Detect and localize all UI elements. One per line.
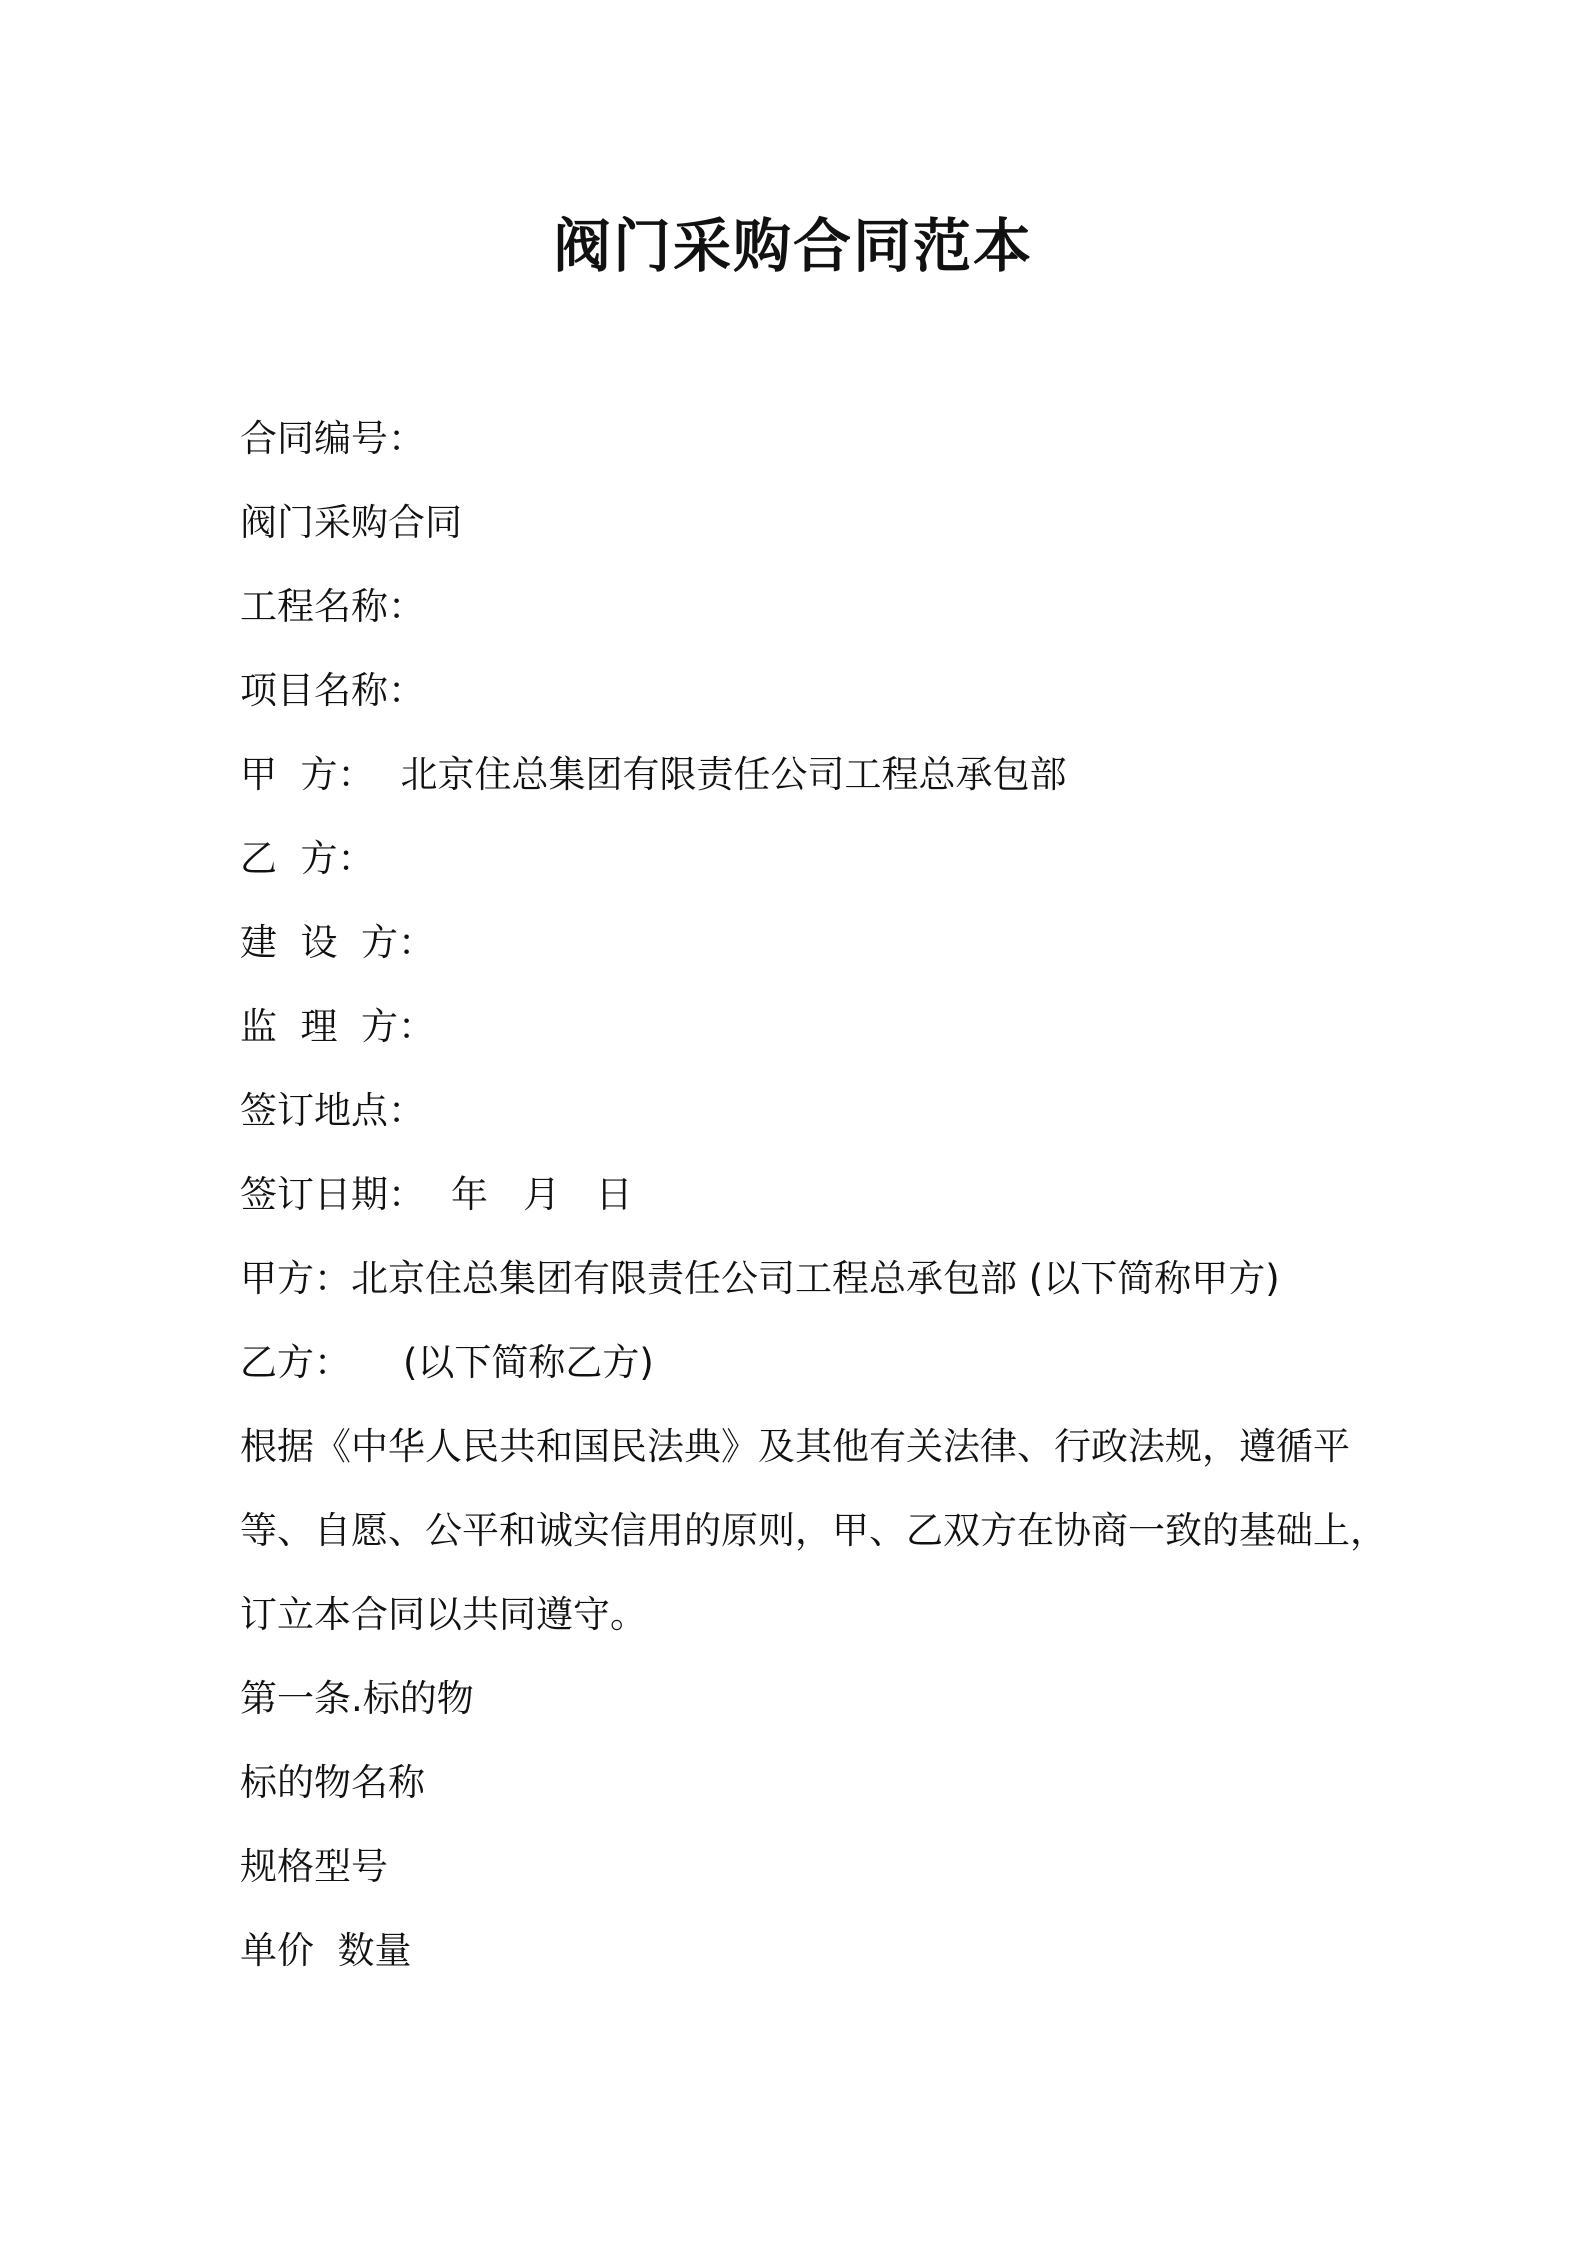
builder-line: 建 设 方： [240,921,436,964]
sign-date-value: 年 月 日 [451,1173,633,1216]
party-b-full-line [240,1336,654,1390]
preamble-line-2: 等、自愿、公平和诚实信用的原则，甲、乙双方在协商一致的基础上， [240,1509,1387,1552]
party-a-line [240,748,1067,802]
party-b-label2: 乙方： [240,1341,351,1384]
sign-date-label: 签订日期： [240,1173,425,1216]
subject-name-line: 标的物名称 [240,1761,425,1804]
article-one-heading: 第一条.标的物 [240,1677,474,1720]
party-a-value: 北京住总集团有限责任公司工程总承包部 [400,753,1067,796]
item-name-line: 项目名称： [240,669,425,712]
party-a-full-line: 甲方：北京住总集团有限责任公司工程总承包部 (以下简称甲方) [240,1257,1280,1300]
unit-price-quantity-line: 单价 数量 [240,1929,412,1972]
party-b-note: (以下简称乙方) [403,1341,654,1384]
sign-date-line [240,1168,633,1222]
supervisor-line: 监 理 方： [240,1005,436,1048]
contract-name-line: 阀门采购合同 [240,501,462,544]
preamble-line-3: 订立本合同以共同遵守。 [240,1593,647,1636]
sign-place-line: 签订地点： [240,1089,425,1132]
contract-number-line: 合同编号： [240,417,425,460]
document-title: 阀门采购合同范本 [552,212,1033,280]
spec-model-line: 规格型号 [240,1845,388,1888]
preamble-line-1: 根据《中华人民共和国民法典》及其他有关法律、行政法规，遵循平 [240,1425,1350,1468]
project-name-line: 工程名称： [240,585,425,628]
party-a-label: 甲 方： [240,753,375,796]
party-b-line: 乙 方： [240,837,375,880]
